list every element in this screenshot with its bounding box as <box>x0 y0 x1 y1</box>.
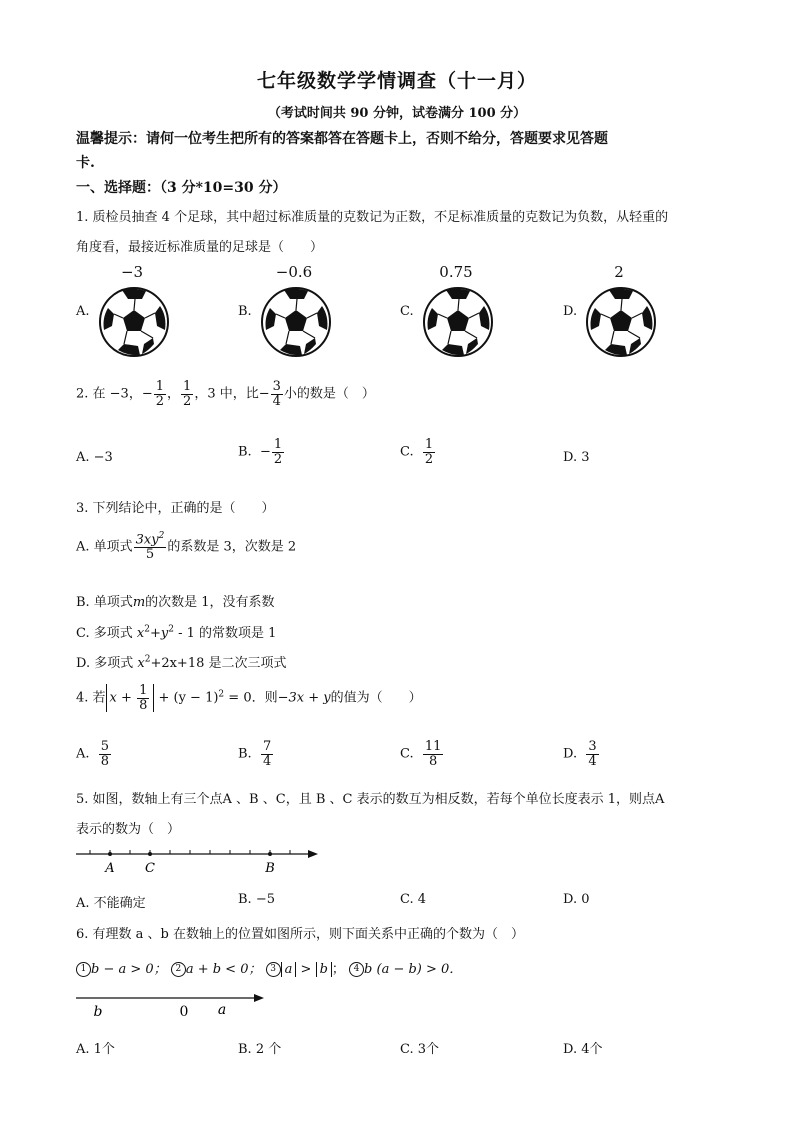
q6-label-b: b <box>93 1004 103 1020</box>
q2-stem: 2. 在 −3，− $\frac{1}{2}$ ， $\frac{1}{2}$ ，3 中，比− $\frac{3}{4}$ 小的数是（ ） <box>76 379 375 409</box>
q1-ball-value-c: 0.75 <box>439 263 473 281</box>
q3-option-b[interactable]: B. 单项式m的次数是 1，没有系数 <box>76 595 275 610</box>
q4-option-b[interactable]: B. $\frac{7}{4}$ <box>238 739 272 769</box>
page-title: 七年级数学学情调查（十一月） <box>256 70 537 92</box>
q5-option-c[interactable]: C. 4 <box>400 892 427 907</box>
q6-number-line <box>72 990 272 1020</box>
soccer-ball-icon <box>585 286 657 358</box>
q5-option-d[interactable]: D. 0 <box>563 892 590 907</box>
q5-number-line <box>72 842 324 876</box>
q5-option-b[interactable]: B. −5 <box>238 892 275 907</box>
q5-point-a <box>108 852 112 856</box>
q6-option-c[interactable]: C. 3个 <box>400 1042 440 1057</box>
q5-line-1: 5. 如图，数轴上有三个点A 、B 、C，且 B 、C 表示的数互为相反数，若每个单位长度表示 1，则点A <box>76 792 665 807</box>
q5-point-c <box>148 852 152 856</box>
q2-option-c[interactable]: C. $\frac{1}{2}$ <box>400 437 434 467</box>
notice-line-2: 卡. <box>76 155 95 171</box>
q4-option-a[interactable]: A. $\frac{5}{8}$ <box>76 739 110 769</box>
q5-option-a[interactable]: A. 不能确定 <box>76 896 146 911</box>
section-heading: 一、选择题：（3 分*10=30 分） <box>76 180 287 196</box>
q6-stem: 6. 有理数 a 、b 在数轴上的位置如图所示，则下面关系中正确的个数为（ ） <box>76 927 525 942</box>
q1-ball-value-a: −3 <box>120 263 144 281</box>
q3-option-c[interactable]: C. 多项式 $x^2+y^2 - 1$ 的常数项是 1 <box>76 624 277 641</box>
q1-option-d[interactable]: D. <box>563 304 578 319</box>
q1-ball-value-b: −0.6 <box>275 263 313 281</box>
soccer-ball-icon <box>422 286 494 358</box>
q2-option-b[interactable]: B. − $\frac{1}{2}$ <box>238 437 283 467</box>
q2-option-d[interactable]: D. 3 <box>563 450 590 465</box>
q3-option-d[interactable]: D. 多项式 $x^2+2x+18$ 是二次三项式 <box>76 654 287 671</box>
q6-label-a: a <box>217 1002 227 1018</box>
q1-ball-value-d: 2 <box>614 263 624 281</box>
q2-option-a[interactable]: A. −3 <box>76 450 113 465</box>
q5-point-b <box>268 852 272 856</box>
q1-option-a[interactable]: A. <box>76 304 90 319</box>
q5-label-a: A <box>105 861 115 876</box>
q6-label-zero: 0 <box>179 1004 189 1020</box>
q6-option-d[interactable]: D. 4个 <box>563 1042 603 1057</box>
q6-option-a[interactable]: A. 1个 <box>76 1042 115 1057</box>
q3-stem: 3. 下列结论中，正确的是（ ） <box>76 501 275 516</box>
soccer-ball-icon <box>260 286 332 358</box>
q4-stem: 4. 若 x + $\frac{1}{8}$ + $(y - 1)^2 = 0$．则−3x + y的值为（ ） <box>76 683 422 713</box>
soccer-ball-icon <box>98 286 170 358</box>
exam-subtitle: （考试时间共 90 分钟，试卷满分 100 分） <box>267 106 527 121</box>
q4-option-d[interactable]: D. $\frac{3}{4}$ <box>563 739 597 769</box>
q1-line-2: 角度看，最接近标准质量的足球是（ ） <box>76 240 324 255</box>
notice-line-1: 温馨提示：请何一位考生把所有的答案都答在答题卡上，否则不给分，答题要求见答题 <box>76 131 608 147</box>
q5-label-b: B <box>265 861 275 876</box>
q6-relations: 1 b − a > 0； 2 a + b < 0； 3 a > b ； 4 b (a − b) > 0． <box>76 958 462 977</box>
q1-option-c[interactable]: C. <box>400 304 414 319</box>
q1-option-b[interactable]: B. <box>238 304 252 319</box>
q5-label-c: C <box>145 861 155 876</box>
q3-option-a[interactable]: A. 单项式 $\frac{3xy^2}{5}$ 的系数是 3，次数是 2 <box>76 531 297 562</box>
q5-line-2: 表示的数为（ ） <box>76 822 181 837</box>
q1-line-1: 1. 质检员抽查 4 个足球，其中超过标准质量的克数记为正数，不足标准质量的克数记为负数，从轻重的 <box>76 210 669 225</box>
q4-option-c[interactable]: C. $\frac{11}{8}$ <box>400 739 442 769</box>
q6-option-b[interactable]: B. 2 个 <box>238 1042 282 1057</box>
